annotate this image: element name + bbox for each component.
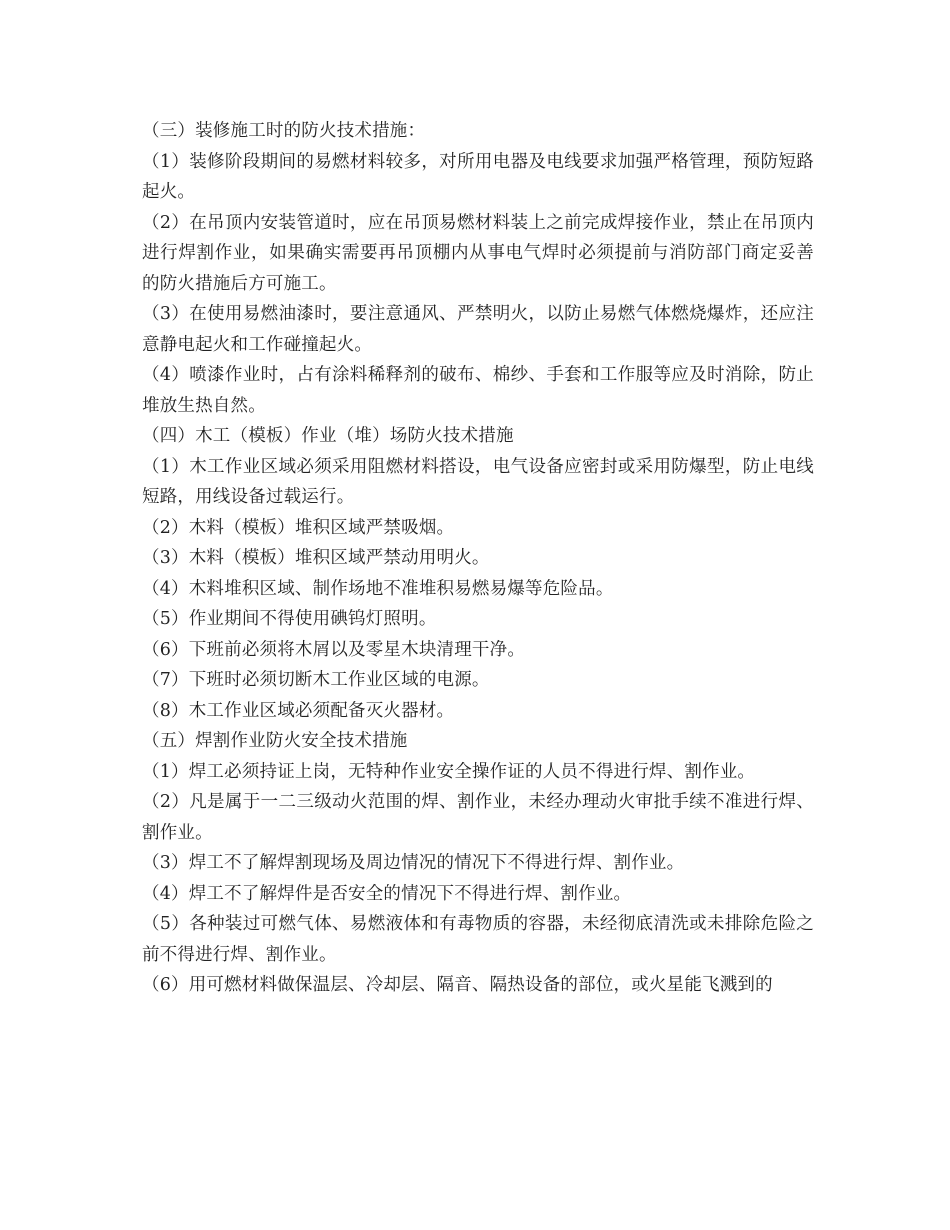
paragraph: （3）木料（模板）堆积区域严禁动用明火。 bbox=[142, 548, 490, 568]
paragraph: （2）在吊顶内安装管道时，应在吊顶易燃材料装上之前完成焊接作业，禁止在吊顶内进行焊割作业，如果确实需要再吊顶棚内从事电气焊时必须提前与消防部门商定妥善的防火措施后方可施工。 bbox=[142, 212, 814, 294]
paragraph: （1）装修阶段期间的易燃材料较多，对所用电器及电线要求加强严格管理，预防短路起火。 bbox=[142, 151, 814, 202]
paragraph: （6）用可燃材料做保温层、冷却层、隔音、隔热设备的部位，或火星能飞溅到的 bbox=[142, 975, 773, 995]
paragraph: （4）喷漆作业时，占有涂料稀释剂的破布、棉纱、手套和工作服等应及时消除，防止堆放生热自然。 bbox=[142, 365, 814, 416]
section-heading-4: （四）木工（模板）作业（堆）场防火技术措施 bbox=[142, 426, 514, 446]
paragraph: （2）木料（模板）堆积区域严禁吸烟。 bbox=[142, 517, 455, 538]
paragraph: （5）各种装过可燃气体、易燃液体和有毒物质的容器，未经彻底清洗或未排除危险之前不得进行焊、割作业。 bbox=[142, 914, 814, 965]
section-heading-5: （五）焊割作业防火安全技术措施 bbox=[142, 731, 408, 751]
paragraph: （1）木工作业区域必须采用阻燃材料搭设，电气设备应密封或采用防爆型，防止电线短路，用线设备过载运行。 bbox=[142, 456, 814, 507]
paragraph: （4）焊工不了解焊件是否安全的情况下不得进行焊、割作业。 bbox=[142, 883, 632, 904]
paragraph: （5）作业期间不得使用碘钨灯照明。 bbox=[142, 609, 437, 629]
paragraph: （2）凡是属于一二三级动火范围的焊、割作业，未经办理动火审批手续不准进行焊、割作业。 bbox=[142, 792, 814, 843]
paragraph: （7）下班时必须切断木工作业区域的电源。 bbox=[142, 670, 490, 690]
paragraph: （3）在使用易燃油漆时，要注意通风、严禁明火，以防止易燃气体燃烧爆炸，还应注意静电起火和工作碰撞起火。 bbox=[142, 304, 814, 355]
section-heading-3: （三）装修施工时的防火技术措施： bbox=[142, 121, 426, 141]
paragraph: （8）木工作业区域必须配备灭火器材。 bbox=[142, 700, 455, 721]
paragraph: （1）焊工必须持证上岗，无特种作业安全操作证的人员不得进行焊、割作业。 bbox=[142, 761, 756, 782]
paragraph: （4）木料堆积区域、制作场地不准堆积易燃易爆等危险品。 bbox=[142, 578, 614, 599]
document-body bbox=[142, 116, 814, 1001]
paragraph: （6）下班前必须将木屑以及零星木块清理干净。 bbox=[142, 639, 526, 660]
paragraph: （3）焊工不了解焊割现场及周边情况的情况下不得进行焊、割作业。 bbox=[142, 853, 685, 873]
